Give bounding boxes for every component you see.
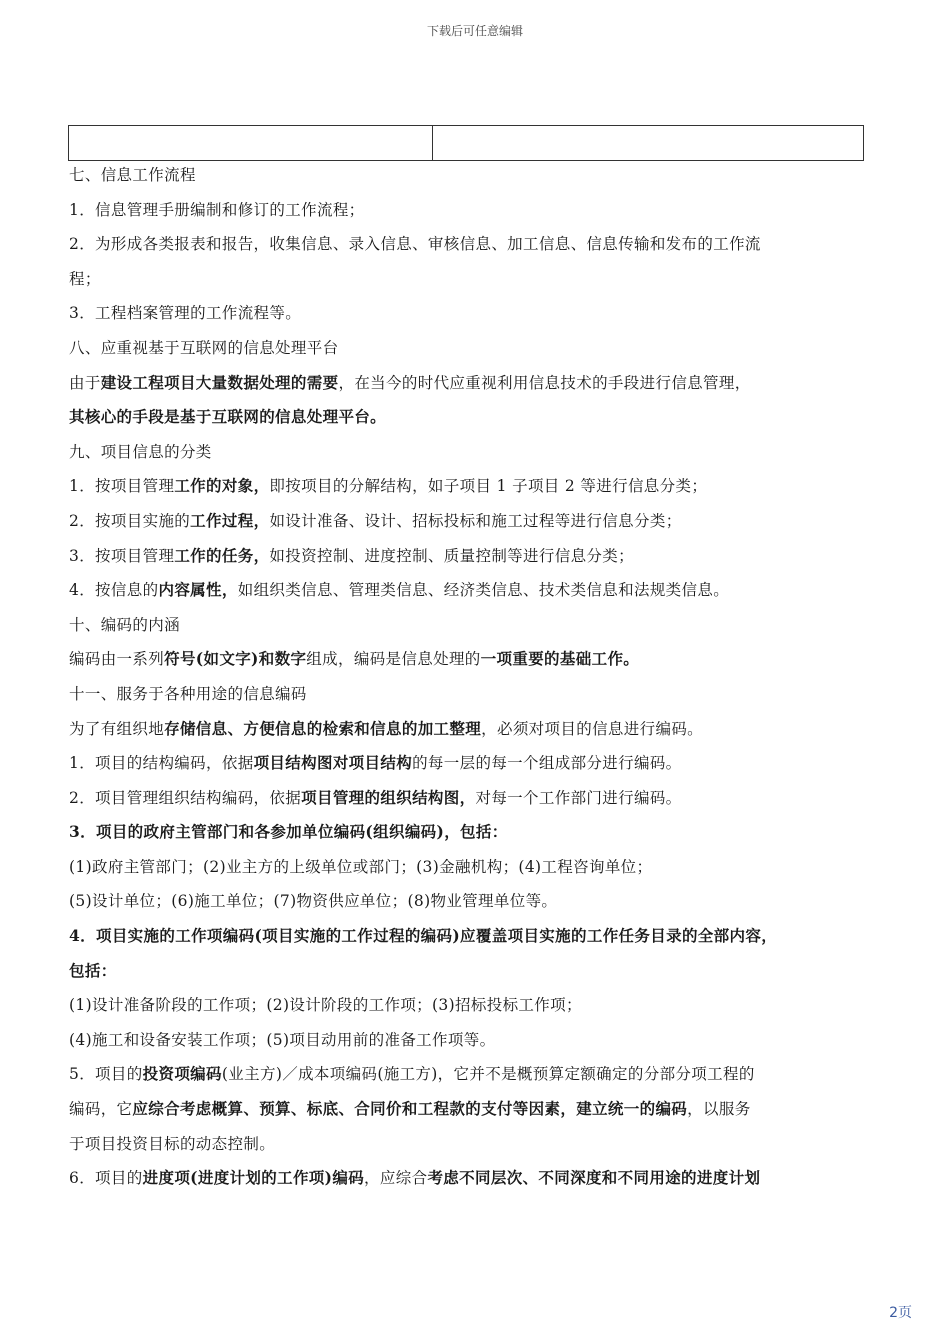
text-line [69,712,869,747]
text-line [69,193,869,228]
text-line [69,850,869,885]
page-number: 2页 [889,1305,912,1321]
table-fragment [68,125,864,161]
text-run: 七、信息工作流程 [69,166,196,184]
text-run: (1)政府主管部门；(2)业主方的上级单位或部门；(3)金融机构；(4)工程咨询单位； [69,857,653,876]
text-run: (业主方)／成本项编码(施工方)，它并不是概预算定额确定的分部分项工程的 [221,1065,755,1084]
text-line [69,988,869,1023]
text-line [69,954,869,989]
text-run: 4．按信息的 [69,581,159,600]
text-run: 十一、服务于各种用途的信息编码 [69,684,307,703]
text-run: 为了有组织地 [69,719,165,738]
bold-text: 其核心的手段是基于互联网的信息处理平台。 [69,407,387,427]
text-run: 1．项目的结构编码，依据 [69,754,254,773]
text-run: 的每一层的每一个组成部分进行编码。 [412,754,682,773]
table-cell [433,126,864,161]
text-run: 于项目投资目标的动态控制。 [69,1134,276,1153]
text-line [69,677,869,712]
text-line [69,1023,869,1058]
text-run: 对每一个工作部门进行编码。 [475,788,682,807]
text-run: 1．按项目管理 [69,477,175,496]
text-line [69,642,869,677]
text-run: 2．为形成各类报表和报告，收集信息、录入信息、审核信息、加工信息、信息传输和发布的工作流 [69,235,761,254]
text-run: (4)施工和设备安装工作项；(5)项目动用前的准备工作项等。 [69,1030,496,1049]
text-line [69,158,869,193]
text-run: 如设计准备、设计、招标投标和施工过程等进行信息分类； [269,511,682,530]
bold-text: 工作过程， [190,510,270,530]
text-line [69,919,869,954]
text-run: (1)设计准备阶段的工作项；(2)设计阶段的工作项；(3)招标投标工作项； [69,996,582,1015]
text-run: 如组织类信息、管理类信息、经济类信息、技术类信息和法规类信息。 [237,581,730,600]
text-line [69,781,869,816]
text-run: 编码由一系列 [69,650,165,669]
bold-text: 工作的对象， [174,476,270,496]
text-line [69,296,869,331]
bold-text: 项目结构图对项目结构 [253,753,413,773]
text-run: 十、编码的内涵 [69,615,180,634]
text-run: (5)设计单位；(6)施工单位；(7)物资供应单位；(8)物业管理单位等。 [69,892,558,911]
bold-text: 项目管理的组织结构图， [301,787,476,807]
text-run: 八、应重视基于互联网的信息处理平台 [69,338,339,357]
document-body [69,158,869,1196]
text-line [69,1092,869,1127]
text-run: 程； [69,269,101,288]
bold-text: 包括： [69,960,117,980]
bold-text: 3．项目的政府主管部门和各参加单位编码(组织编码)，包括： [69,822,508,842]
text-line [69,1057,869,1092]
text-run: 2．按项目实施的 [69,511,191,530]
text-run: 编码，它 [69,1100,133,1119]
text-run: 由于 [69,373,101,392]
bold-text: 一项重要的基础工作。 [480,649,640,669]
text-line [69,1161,869,1196]
text-run: ，应综合 [364,1169,428,1188]
bold-text: 工作的任务， [174,545,270,565]
text-line [69,1127,869,1162]
bold-text: 应综合考虑概算、预算、标底、合同价和工程款的支付等因素，建立统一的编码 [132,1099,688,1119]
text-run: 即按项目的分解结构，如子项目 1 子项目 2 等进行信息分类； [269,477,708,496]
bold-text: 投资项编码 [142,1064,222,1084]
text-line [69,227,869,262]
text-run: 如投资控制、进度控制、质量控制等进行信息分类； [269,546,634,565]
text-line [69,608,869,643]
page-header: 下载后可任意编辑 [426,24,523,38]
text-line [69,262,869,297]
text-line [69,435,869,470]
text-run: ，在当今的时代应重视利用信息技术的手段进行信息管理， [338,373,751,392]
text-line [69,746,869,781]
text-line [69,539,869,574]
bold-text: 考虑不同层次、不同深度和不同用途的进度计划 [427,1168,761,1188]
text-run: ，以服务 [687,1100,751,1119]
bold-text: 4．项目实施的工作项编码(项目实施的工作过程的编码)应覆盖项目实施的工作任务目录的全部内容， [69,926,778,946]
text-run: 3．按项目管理 [69,546,175,565]
bold-text: 建设工程项目大量数据处理的需要 [100,372,339,392]
table-row [69,126,864,161]
text-line [69,366,869,401]
text-run: 九、项目信息的分类 [69,442,212,461]
text-run: 6．项目的 [69,1169,143,1188]
text-run: 5．项目的 [69,1065,143,1084]
text-run: 3．工程档案管理的工作流程等。 [69,304,302,323]
bold-text: 符号(如文字) [164,649,259,669]
bold-text: 存储信息、方便信息的检索和信息的加工整理 [164,718,482,738]
text-line [69,400,869,435]
text-line [69,573,869,608]
text-line [69,331,869,366]
text-line [69,884,869,919]
text-line [69,504,869,539]
bold-text: 数字 [274,649,307,669]
bold-text: 和 [258,649,275,669]
bold-text: 进度项(进度计划的工作项)编码 [142,1168,365,1188]
text-run: 组成，编码是信息处理的 [306,650,481,669]
text-run: ，必须对项目的信息进行编码。 [481,719,704,738]
text-run: 2．项目管理组织结构编码，依据 [69,788,302,807]
table-cell [69,126,433,161]
text-run: 1．信息管理手册编制和修订的工作流程； [69,200,365,219]
text-line [69,815,869,850]
bold-text: 内容属性， [158,580,238,600]
text-line [69,469,869,504]
